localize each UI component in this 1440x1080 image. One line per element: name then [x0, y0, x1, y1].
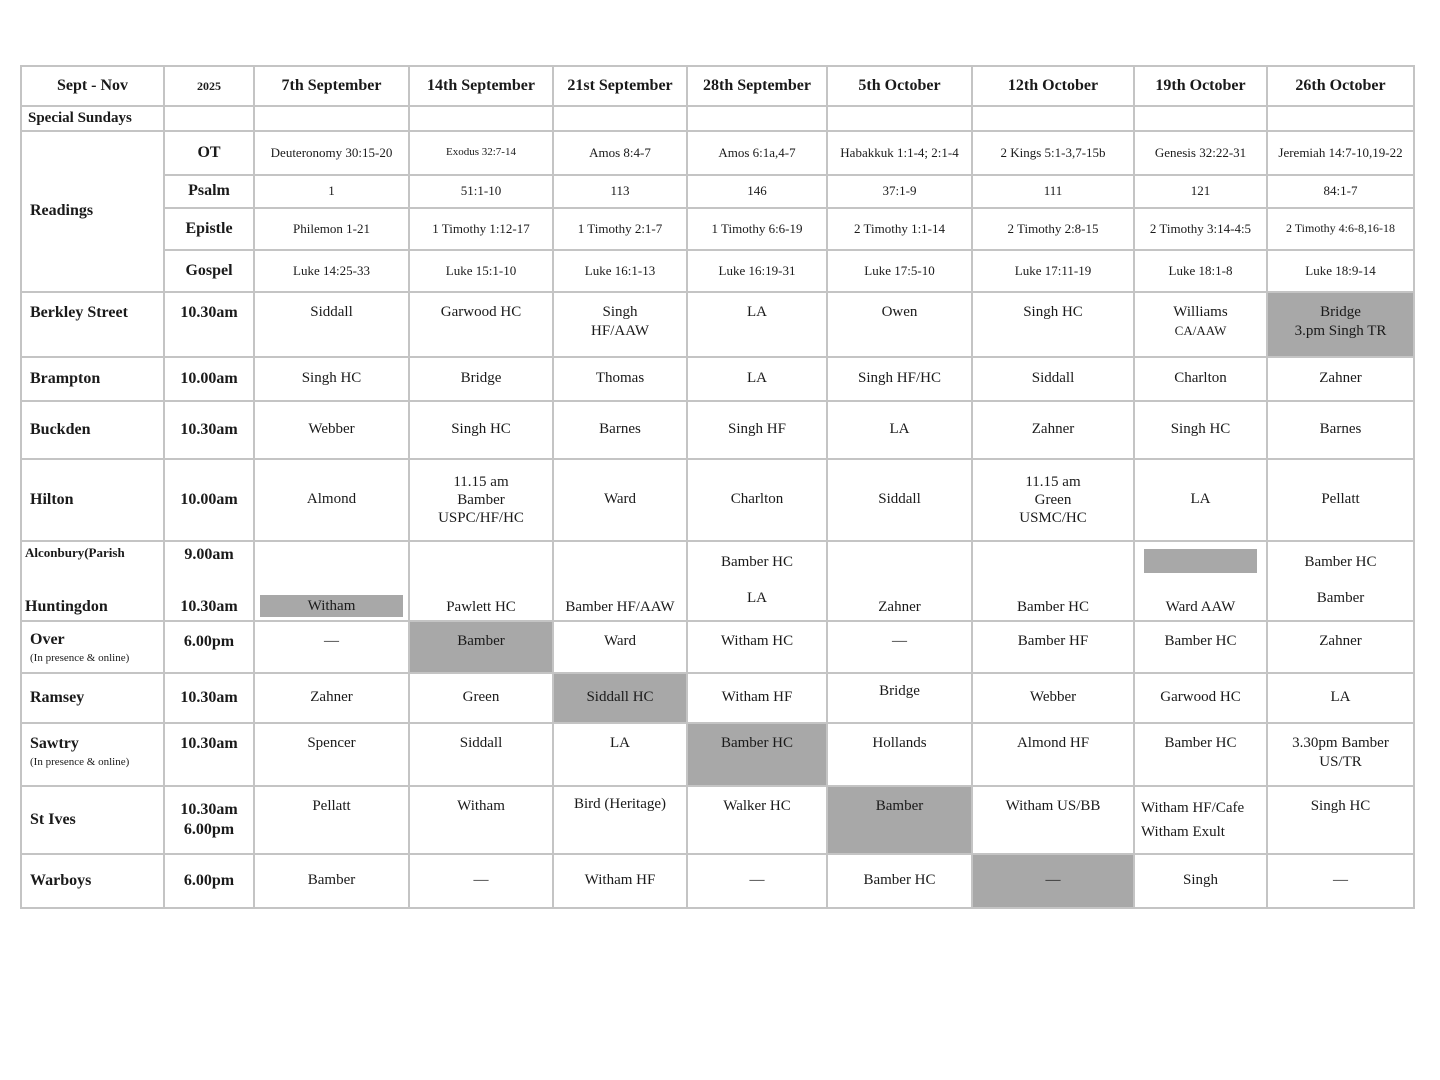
- rota-cell: Webber: [972, 673, 1134, 723]
- rota-cell: —: [972, 854, 1134, 908]
- rota-cell: Witham: [409, 786, 553, 854]
- reading-cell: 121: [1134, 175, 1267, 208]
- rota-cell: —: [827, 621, 972, 673]
- church-name-text: Over: [30, 630, 65, 648]
- rota-cell: Bamber HC: [1134, 621, 1267, 673]
- rota-cell-line: Singh: [602, 303, 638, 320]
- rota-cell: Bamber: [254, 854, 409, 908]
- rota-cell: Singh HC: [409, 401, 553, 459]
- rota-cell: LA: [553, 723, 687, 786]
- church-row-alconbury-huntingdon: [21, 541, 1414, 621]
- rota-cell: [972, 459, 1134, 541]
- rota-cell: [553, 292, 687, 357]
- reading-cell: Luke 15:1-10: [409, 250, 553, 292]
- reading-cell: Exodus 32:7-14: [409, 131, 553, 175]
- rota-cell-line: 3.30pm Bamber: [1292, 734, 1389, 751]
- reading-cell: 2 Timothy 3:14-4:5: [1134, 208, 1267, 250]
- shaded-block: [1144, 549, 1257, 573]
- church-name: Alconbury(Parish: [25, 544, 125, 560]
- rota-cell-line: Bamber: [457, 491, 505, 508]
- rota-cell: Singh HC: [1134, 401, 1267, 459]
- rota-cell: Bamber HC: [827, 854, 972, 908]
- rota-cell: [1134, 541, 1267, 621]
- rota-cell: [409, 459, 553, 541]
- rota-cell: Webber: [254, 401, 409, 459]
- rota-cell: Almond HF: [972, 723, 1134, 786]
- rota-cell-line: Bamber: [1316, 590, 1365, 607]
- rota-cell: Singh HF: [687, 401, 827, 459]
- rota-cell-line: Bridge: [1320, 303, 1361, 320]
- reading-cell: Amos 6:1a,4-7: [687, 131, 827, 175]
- reading-cell: 51:1-10: [409, 175, 553, 208]
- rota-cell: Siddall: [409, 723, 553, 786]
- rota-cell: Bird (Heritage): [553, 786, 687, 854]
- reading-cell: Philemon 1-21: [254, 208, 409, 250]
- rota-cell: Siddall: [827, 459, 972, 541]
- service-time: 9.00am: [184, 545, 234, 563]
- rota-cell-line: LA: [747, 590, 767, 607]
- readings-epistle-row: [21, 208, 1414, 250]
- reading-type: Psalm: [164, 175, 254, 208]
- rota-cell-line: Witham: [260, 595, 403, 617]
- church-row-hilton: [21, 459, 1414, 541]
- rota-cell-line: Bamber HF/AAW: [565, 599, 675, 615]
- rota-cell: [409, 541, 553, 621]
- reading-cell: 1 Timothy 6:6-19: [687, 208, 827, 250]
- rota-cell: Garwood HC: [409, 292, 553, 357]
- church-name: Berkley Street: [21, 292, 164, 357]
- rota-cell: Singh HF/HC: [827, 357, 972, 401]
- rota-cell: [1134, 292, 1267, 357]
- reading-cell: Deuteronomy 30:15-20: [254, 131, 409, 175]
- service-time: 6.00pm: [164, 854, 254, 908]
- rota-cell: Walker HC: [687, 786, 827, 854]
- rota-cell: Charlton: [687, 459, 827, 541]
- reading-cell: Luke 17:5-10: [827, 250, 972, 292]
- rota-cell: Zahner: [254, 673, 409, 723]
- year-label: 2025: [164, 66, 254, 106]
- rota-cell: [827, 541, 972, 621]
- date-header: 14th September: [409, 66, 553, 106]
- service-time: 10.30am: [164, 401, 254, 459]
- rota-cell-line: Green: [1034, 491, 1072, 508]
- rota-cell: Witham HF: [553, 854, 687, 908]
- reading-cell: Luke 16:19-31: [687, 250, 827, 292]
- rota-cell: Singh HC: [972, 292, 1134, 357]
- date-header: 5th October: [827, 66, 972, 106]
- reading-cell: 1 Timothy 2:1-7: [553, 208, 687, 250]
- church-note: (In presence & online): [30, 755, 130, 768]
- rota-cell: —: [687, 854, 827, 908]
- date-header: 21st September: [553, 66, 687, 106]
- church-row-over: [21, 621, 1414, 673]
- church-row-warboys: [21, 854, 1414, 908]
- reading-cell: 84:1-7: [1267, 175, 1414, 208]
- rota-cell: Bamber HF: [972, 621, 1134, 673]
- reading-cell: 2 Kings 5:1-3,7-15b: [972, 131, 1134, 175]
- rota-cell: Witham HC: [687, 621, 827, 673]
- rota-cell-line: Bamber HC: [1016, 599, 1090, 615]
- rota-cell: —: [409, 854, 553, 908]
- church-row-berkley-street: [21, 292, 1414, 357]
- rota-cell: Garwood HC: [1134, 673, 1267, 723]
- reading-cell: Luke 18:9-14: [1267, 250, 1414, 292]
- date-header: 19th October: [1134, 66, 1267, 106]
- rota-cell: LA: [687, 292, 827, 357]
- period-label: Sept - Nov: [21, 66, 164, 106]
- rota-cell: Ward: [553, 621, 687, 673]
- rota-cell: Bridge: [409, 357, 553, 401]
- rota-cell: [1267, 541, 1414, 621]
- rota-cell: Witham US/BB: [972, 786, 1134, 854]
- rota-cell: Zahner: [1267, 621, 1414, 673]
- rota-cell: Bamber HC: [1134, 723, 1267, 786]
- rota-cell: Owen: [827, 292, 972, 357]
- service-time-line: 10.30am: [180, 800, 238, 818]
- rota-cell: Green: [409, 673, 553, 723]
- reading-cell: 37:1-9: [827, 175, 972, 208]
- rota-cell-line: USMC/HC: [1019, 509, 1087, 526]
- rota-cell-line: Bamber HC: [1304, 554, 1377, 571]
- reading-cell: Luke 17:11-19: [972, 250, 1134, 292]
- church-name: Ramsey: [21, 673, 164, 723]
- service-time: 10.30am: [164, 673, 254, 723]
- church-name: Brampton: [21, 357, 164, 401]
- rota-cell: Singh HC: [254, 357, 409, 401]
- reading-cell: 146: [687, 175, 827, 208]
- rota-cell: Witham HF: [687, 673, 827, 723]
- readings-label: Readings: [21, 131, 164, 292]
- rota-cell: Siddall: [972, 357, 1134, 401]
- rota-cell: [1267, 292, 1414, 357]
- reading-cell: Amos 8:4-7: [553, 131, 687, 175]
- rota-cell-line: USPC/HF/HC: [438, 509, 524, 526]
- rota-cell: Bamber: [409, 621, 553, 673]
- rota-cell-line: CA/AAW: [1174, 322, 1227, 338]
- service-time: 10.30am: [180, 597, 238, 615]
- reading-cell: 2 Timothy 4:6-8,16-18: [1267, 208, 1414, 250]
- rota-cell: Almond: [254, 459, 409, 541]
- church-row-brampton: [21, 357, 1414, 401]
- service-time-line: 6.00pm: [183, 820, 235, 838]
- date-header: 26th October: [1267, 66, 1414, 106]
- rota-cell: Pellatt: [254, 786, 409, 854]
- date-header: 28th September: [687, 66, 827, 106]
- rota-cell-line: Pawlett HC: [446, 599, 516, 615]
- readings-psalm-row: [21, 175, 1414, 208]
- service-time-stack: [164, 541, 254, 621]
- date-header: 7th September: [254, 66, 409, 106]
- rota-cell: Siddall: [254, 292, 409, 357]
- date-header: 12th October: [972, 66, 1134, 106]
- rota-cell-line: Williams: [1173, 303, 1228, 320]
- reading-cell: 2 Timothy 2:8-15: [972, 208, 1134, 250]
- rota-cell-line: Bamber HC: [720, 554, 794, 571]
- church-row-ramsey: [21, 673, 1414, 723]
- rota-cell: Pellatt: [1267, 459, 1414, 541]
- readings-ot-row: [21, 131, 1414, 175]
- reading-cell: Genesis 32:22-31: [1134, 131, 1267, 175]
- rota-cell: Spencer: [254, 723, 409, 786]
- rota-cell-line: 11.15 am: [453, 473, 509, 490]
- church-name: Warboys: [21, 854, 164, 908]
- rota-cell-line: 11.15 am: [1025, 473, 1081, 490]
- rota-cell: Thomas: [553, 357, 687, 401]
- reading-cell: 1: [254, 175, 409, 208]
- rota-cell: Singh HC: [1267, 786, 1414, 854]
- rota-cell-line: 3.pm Singh TR: [1294, 322, 1387, 339]
- reading-cell: Habakkuk 1:1-4; 2:1-4: [827, 131, 972, 175]
- rota-cell-line: Ward AAW: [1165, 599, 1236, 615]
- reading-cell: 111: [972, 175, 1134, 208]
- rota-cell-line: Zahner: [878, 599, 921, 615]
- readings-gospel-row: [21, 250, 1414, 292]
- reading-cell: Luke 18:1-8: [1134, 250, 1267, 292]
- reading-cell: Luke 14:25-33: [254, 250, 409, 292]
- rota-cell-line: Witham Exult: [1141, 823, 1225, 840]
- reading-type: Epistle: [164, 208, 254, 250]
- rota-cell: Bridge: [827, 673, 972, 723]
- service-rota-table: [20, 65, 1415, 909]
- rota-cell: Zahner: [972, 401, 1134, 459]
- service-time: 10.00am: [164, 459, 254, 541]
- special-sundays-row: [21, 106, 1414, 131]
- rota-cell: [553, 541, 687, 621]
- reading-cell: Luke 16:1-13: [553, 250, 687, 292]
- special-sundays-label: Special Sundays: [21, 106, 164, 131]
- rota-cell: LA: [1267, 673, 1414, 723]
- service-time: 6.00pm: [164, 621, 254, 673]
- rota-cell-line: Witham HF/Cafe: [1141, 799, 1245, 816]
- service-time: 10.30am: [164, 292, 254, 357]
- rota-cell: Charlton: [1134, 357, 1267, 401]
- service-time: [164, 786, 254, 854]
- rota-cell: Bamber: [827, 786, 972, 854]
- rota-cell: [687, 541, 827, 621]
- service-time: 10.30am: [164, 723, 254, 786]
- church-name: [21, 621, 164, 673]
- rota-cell: Siddall HC: [553, 673, 687, 723]
- reading-cell: 1 Timothy 1:12-17: [409, 208, 553, 250]
- reading-cell: 2 Timothy 1:1-14: [827, 208, 972, 250]
- rota-cell: Ward: [553, 459, 687, 541]
- reading-cell: 113: [553, 175, 687, 208]
- rota-cell: Barnes: [553, 401, 687, 459]
- church-name: Hilton: [21, 459, 164, 541]
- rota-cell: [1267, 723, 1414, 786]
- rota-cell: LA: [1134, 459, 1267, 541]
- rota-cell: LA: [687, 357, 827, 401]
- church-row-buckden: [21, 401, 1414, 459]
- church-name-stack: [21, 541, 164, 621]
- church-row-sawtry: [21, 723, 1414, 786]
- church-name: [21, 723, 164, 786]
- reading-type: Gospel: [164, 250, 254, 292]
- rota-cell: [1134, 786, 1267, 854]
- church-name: Buckden: [21, 401, 164, 459]
- rota-cell-line: US/TR: [1319, 753, 1362, 770]
- reading-cell: Jeremiah 14:7-10,19-22: [1267, 131, 1414, 175]
- header-row: [21, 66, 1414, 106]
- rota-cell: Zahner: [1267, 357, 1414, 401]
- rota-cell-line: HF/AAW: [591, 322, 649, 339]
- church-row-st-ives: [21, 786, 1414, 854]
- rota-cell: Barnes: [1267, 401, 1414, 459]
- church-name: Huntingdon: [25, 597, 108, 615]
- rota-cell: LA: [827, 401, 972, 459]
- service-time: 10.00am: [164, 357, 254, 401]
- rota-cell: —: [254, 621, 409, 673]
- rota-cell: Singh: [1134, 854, 1267, 908]
- rota-cell: [254, 541, 409, 621]
- rota-cell: Bamber HC: [687, 723, 827, 786]
- reading-type: OT: [164, 131, 254, 175]
- church-name: St Ives: [21, 786, 164, 854]
- rota-cell: Hollands: [827, 723, 972, 786]
- church-name-text: Sawtry: [30, 734, 79, 752]
- rota-cell: [972, 541, 1134, 621]
- church-note: (In presence & online): [30, 651, 130, 664]
- rota-cell: —: [1267, 854, 1414, 908]
